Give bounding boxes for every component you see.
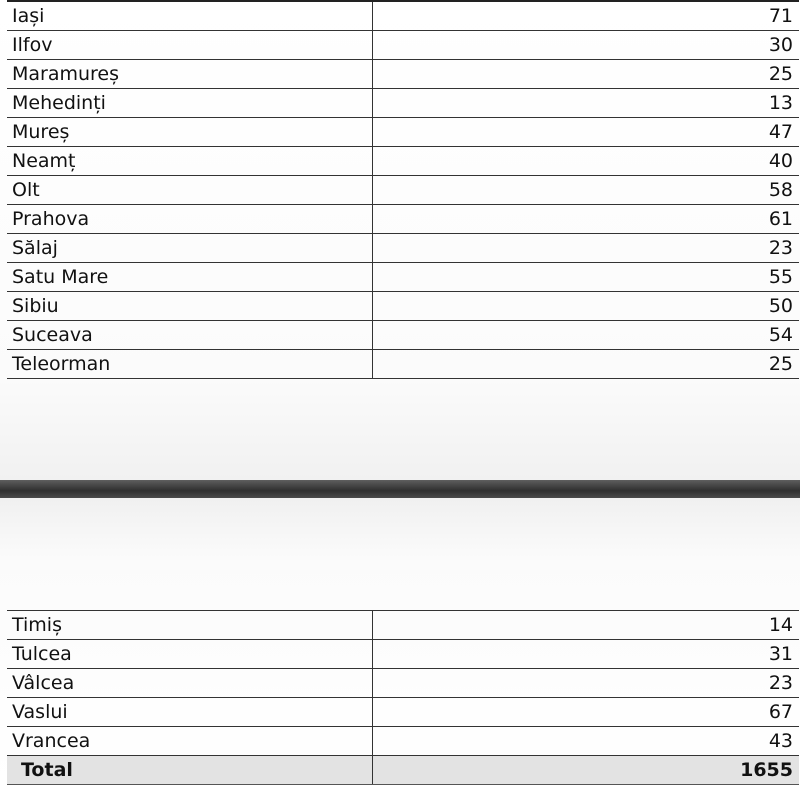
county-name: Prahova [7, 205, 373, 234]
county-name: Mehedinți [7, 89, 373, 118]
county-value: 54 [373, 321, 800, 350]
page-gap-divider [0, 480, 800, 498]
table-row [7, 1, 799, 31]
county-name: Teleorman [7, 350, 373, 379]
table-row [7, 176, 799, 205]
table-row [7, 611, 799, 640]
table-row [7, 147, 799, 176]
county-table-upper [7, 0, 799, 379]
county-value: 50 [373, 292, 800, 321]
table-row [7, 640, 799, 669]
county-name: Satu Mare [7, 263, 373, 292]
county-value: 67 [373, 698, 800, 727]
table-row [7, 669, 799, 698]
county-name: Sălaj [7, 234, 373, 263]
county-name: Vaslui [7, 698, 373, 727]
county-name: Tulcea [7, 640, 373, 669]
county-value: 61 [373, 205, 800, 234]
county-value: 58 [373, 176, 800, 205]
county-value: 71 [373, 1, 800, 31]
table-row [7, 727, 799, 756]
county-name: Mureș [7, 118, 373, 147]
county-value: 43 [373, 727, 800, 756]
county-value: 25 [373, 350, 800, 379]
county-value: 30 [373, 31, 800, 60]
county-value: 14 [373, 611, 800, 640]
county-value: 25 [373, 60, 800, 89]
county-value: 31 [373, 640, 800, 669]
county-name: Neamț [7, 147, 373, 176]
county-name: Timiș [7, 611, 373, 640]
total-label: Total [7, 756, 373, 785]
county-value: 47 [373, 118, 800, 147]
county-name: Suceava [7, 321, 373, 350]
county-name: Maramureș [7, 60, 373, 89]
table-row [7, 234, 799, 263]
table-row [7, 89, 799, 118]
county-name: Olt [7, 176, 373, 205]
table-row [7, 350, 799, 379]
table-row [7, 31, 799, 60]
table-row [7, 698, 799, 727]
county-value: 40 [373, 147, 800, 176]
table-row [7, 60, 799, 89]
table-row [7, 263, 799, 292]
county-name: Vâlcea [7, 669, 373, 698]
county-value: 23 [373, 669, 800, 698]
total-value: 1655 [373, 756, 800, 785]
county-name: Sibiu [7, 292, 373, 321]
county-value: 55 [373, 263, 800, 292]
table-row [7, 118, 799, 147]
table-row [7, 205, 799, 234]
county-value: 23 [373, 234, 800, 263]
county-value: 13 [373, 89, 800, 118]
county-name: Iași [7, 1, 373, 31]
table-row [7, 321, 799, 350]
county-name: Vrancea [7, 727, 373, 756]
total-row [7, 756, 799, 785]
county-table-lower [7, 610, 799, 785]
table-row [7, 292, 799, 321]
county-name: Ilfov [7, 31, 373, 60]
